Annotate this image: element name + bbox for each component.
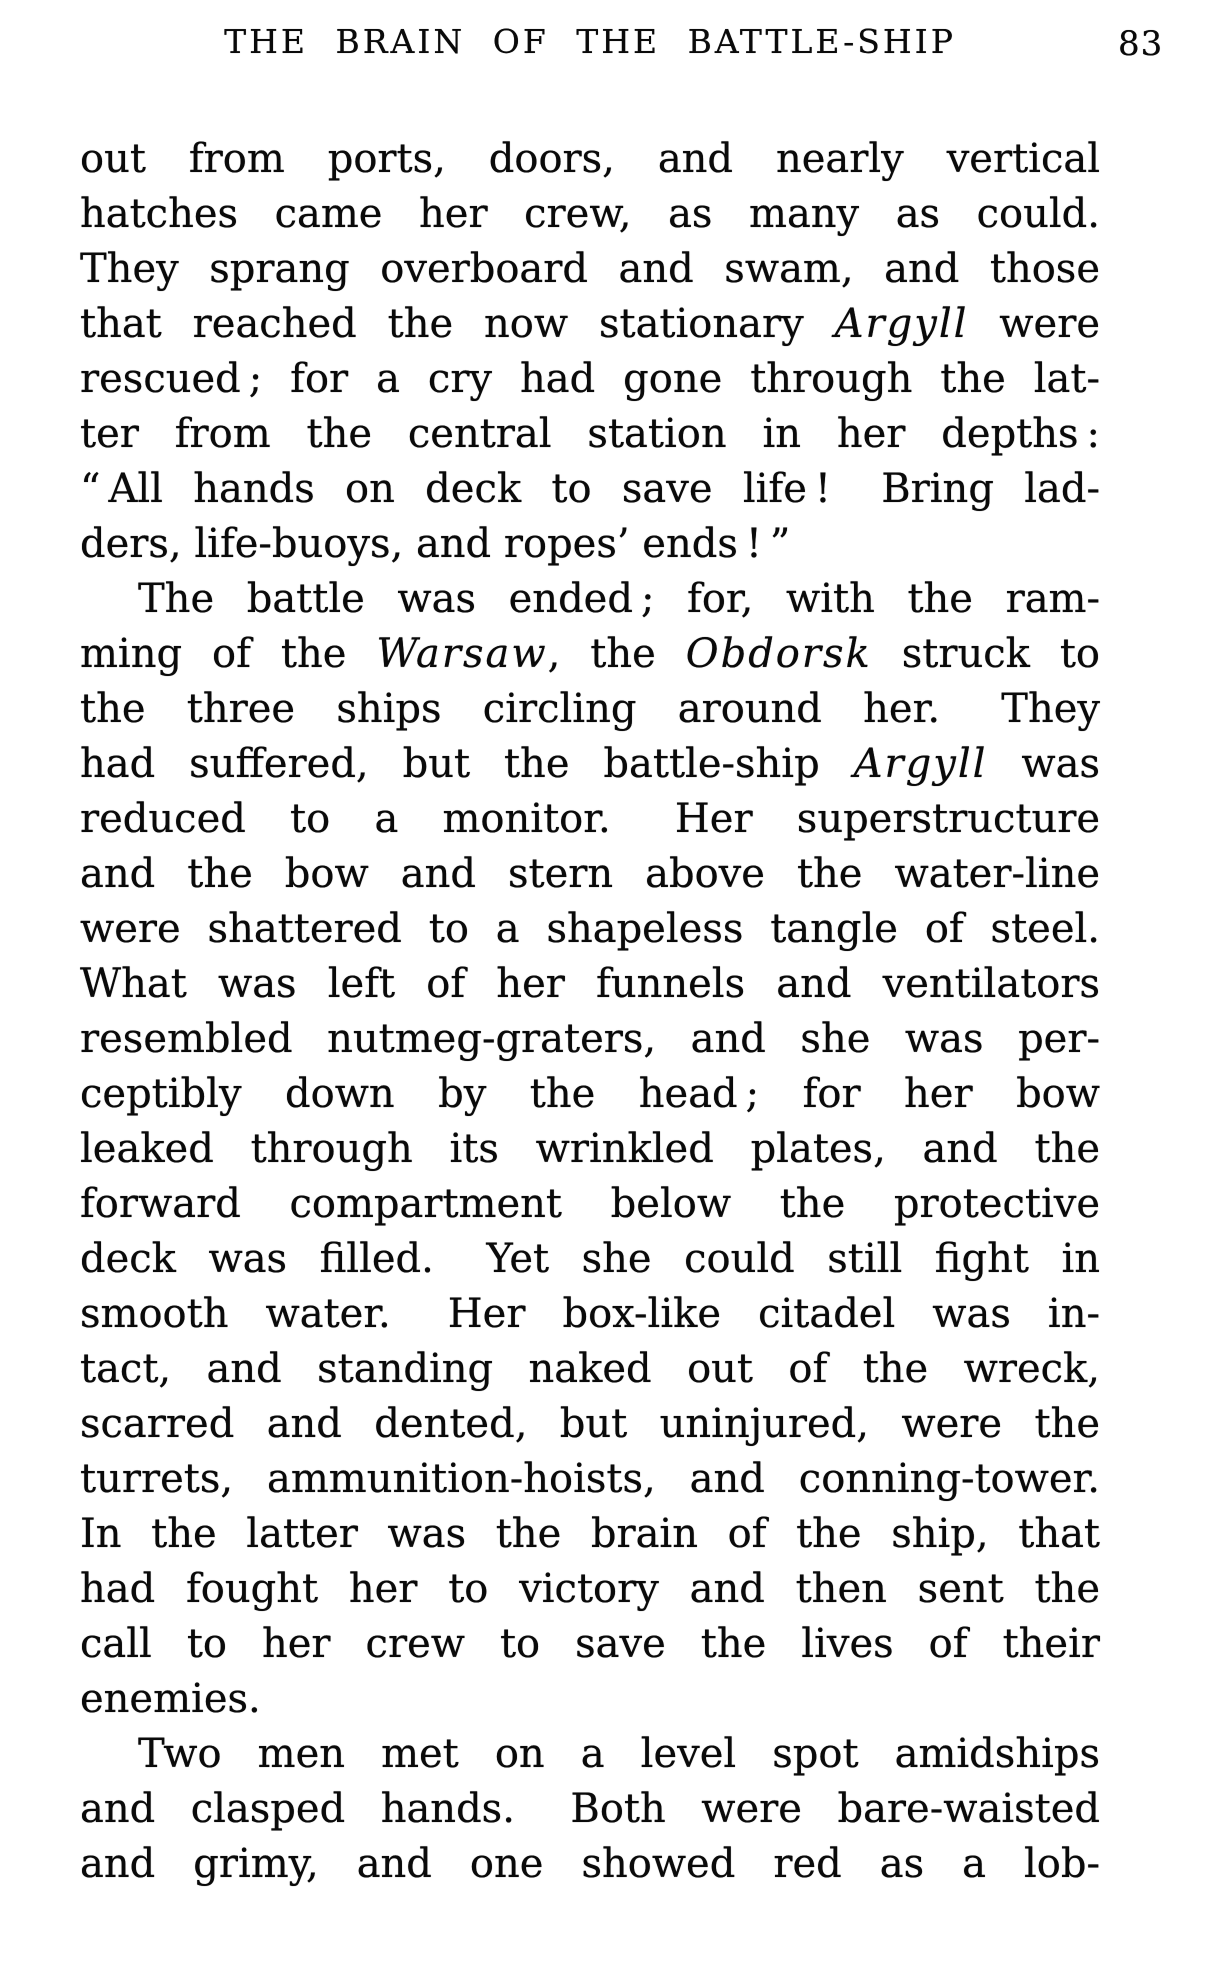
text-segment: reduced to a monitor. Her superstructure — [80, 796, 1100, 842]
text-line — [80, 682, 1100, 737]
text-segment: deck was filled. Yet she could still fight in — [80, 1236, 1100, 1282]
paragraph — [80, 1727, 1100, 1892]
text-segment: were shattered to a shapeless tangle of steel. — [80, 906, 1100, 952]
text-line — [80, 1342, 1100, 1397]
text-segment: turrets, ammunition-hoists, and conning-tower. — [80, 1456, 1100, 1502]
text-line — [80, 1287, 1100, 1342]
text-line — [80, 1397, 1100, 1452]
text-segment: scarred and dented, but uninjured, were the — [80, 1401, 1100, 1447]
text-segment: hatches came her crew, as many as could. — [80, 191, 1100, 237]
text-line — [80, 297, 1100, 352]
text-line — [80, 407, 1100, 462]
ship-name-italic: Argyll — [853, 741, 988, 787]
text-line — [80, 462, 1100, 517]
text-segment: smooth water. Her box-like citadel was in- — [80, 1291, 1100, 1337]
text-line — [80, 572, 1100, 627]
text-segment: ceptibly down by the head ; for her bow — [80, 1071, 1100, 1117]
text-line — [80, 1177, 1100, 1232]
text-line — [80, 132, 1100, 187]
text-segment: and the bow and stern above the water-line — [80, 851, 1100, 897]
text-segment: What was left of her funnels and ventilators — [80, 961, 1100, 1007]
text-segment: In the latter was the brain of the ship, that — [80, 1511, 1100, 1557]
text-segment: call to her crew to save the lives of their — [80, 1621, 1100, 1667]
text-segment: that reached the now stationary — [80, 301, 835, 347]
text-segment: tact, and standing naked out of the wreck, — [80, 1346, 1100, 1392]
text-line — [80, 792, 1100, 847]
text-line — [80, 1012, 1100, 1067]
text-segment: enemies. — [80, 1676, 261, 1722]
text-line — [80, 1452, 1100, 1507]
running-header-title: THE BRAIN OF THE BATTLE-SHIP — [224, 22, 956, 61]
text-line — [80, 1232, 1100, 1287]
ship-name-italic: Argyll — [834, 301, 969, 347]
text-segment: “ All hands on deck to save life ! Bring lad- — [80, 466, 1100, 512]
text-segment: and clasped hands. Both were bare-waisted — [80, 1786, 1100, 1832]
text-segment: the three ships circling around her. They — [80, 686, 1100, 732]
running-header — [80, 22, 1100, 61]
text-segment: had fought her to victory and then sent the — [80, 1566, 1100, 1612]
text-line — [80, 1837, 1100, 1892]
text-block — [80, 132, 1100, 1892]
text-line — [80, 242, 1100, 297]
text-line — [80, 1067, 1100, 1122]
text-segment: had suffered, but the battle-ship — [80, 741, 854, 787]
text-segment: The battle was ended ; for, with the ram- — [138, 576, 1100, 622]
text-segment: resembled nutmeg-graters, and she was per- — [80, 1016, 1100, 1062]
text-segment: out from ports, doors, and nearly vertical — [80, 136, 1100, 182]
text-segment: ter from the central station in her depths : — [80, 411, 1100, 457]
text-line — [80, 187, 1100, 242]
text-line — [80, 1672, 1100, 1727]
text-line — [80, 352, 1100, 407]
paragraph — [80, 132, 1100, 572]
text-line — [80, 1782, 1100, 1837]
text-segment: , the — [547, 631, 686, 677]
text-line — [80, 1122, 1100, 1177]
text-segment: leaked through its wrinkled plates, and the — [80, 1126, 1100, 1172]
paragraph — [80, 572, 1100, 1727]
text-line — [80, 1507, 1100, 1562]
text-segment: was — [987, 741, 1101, 787]
ship-name-italic: Obdorsk — [685, 631, 872, 677]
text-segment: rescued ; for a cry had gone through the lat- — [80, 356, 1100, 402]
ship-name-italic: Warsaw — [376, 631, 548, 677]
text-segment: forward compartment below the protective — [80, 1181, 1100, 1227]
text-segment: ming of the — [80, 631, 377, 677]
text-line — [80, 517, 1100, 572]
text-line — [80, 1562, 1100, 1617]
text-segment: They sprang overboard and swam, and those — [80, 246, 1100, 292]
text-segment: Two men met on a level spot amidships — [138, 1731, 1100, 1777]
text-line — [80, 627, 1100, 682]
text-line — [80, 737, 1100, 792]
text-line — [80, 1617, 1100, 1672]
page-number: 83 — [1118, 24, 1164, 64]
text-line — [80, 902, 1100, 957]
text-segment: struck to — [871, 631, 1101, 677]
text-line — [80, 1727, 1100, 1782]
text-line — [80, 847, 1100, 902]
text-segment: and grimy, and one showed red as a lob- — [80, 1841, 1100, 1887]
text-segment: were — [968, 301, 1100, 347]
text-segment: ders, life-buoys, and ropes’ ends ! ” — [80, 521, 791, 567]
text-line — [80, 957, 1100, 1012]
